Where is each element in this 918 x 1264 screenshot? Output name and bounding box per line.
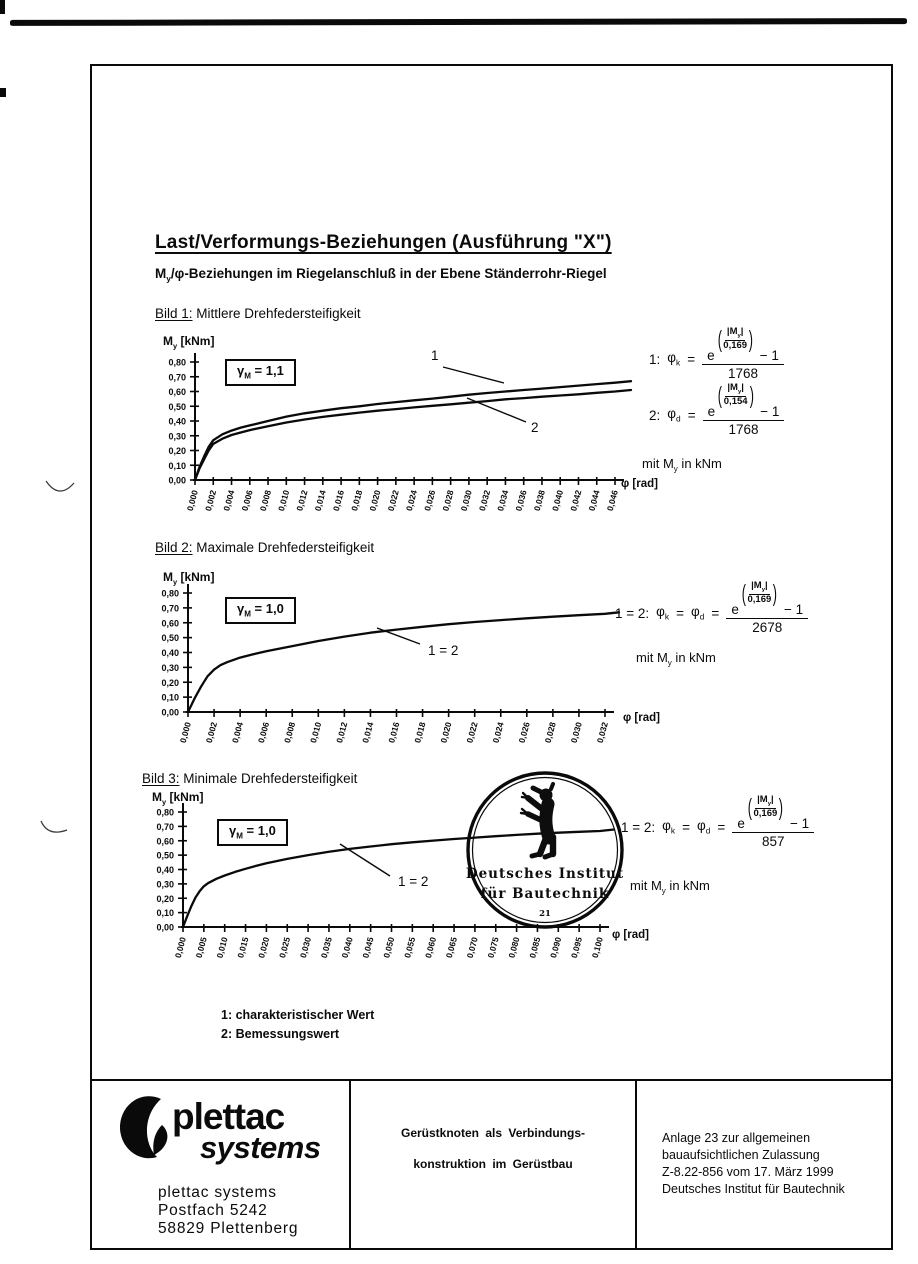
svg-text:0,095: 0,095 <box>568 935 585 960</box>
svg-text:0,00: 0,00 <box>168 475 186 486</box>
svg-text:0,60: 0,60 <box>168 387 186 397</box>
company-address: plettac systems Postfach 5242 58829 Plettenberg <box>158 1184 299 1237</box>
figure-1-caption: Bild 1: Mittlere Drehfedersteifigkeit <box>155 306 361 321</box>
svg-text:0,60: 0,60 <box>161 618 179 629</box>
svg-text:0,022: 0,022 <box>385 488 401 513</box>
svg-text:0,020: 0,020 <box>256 935 272 960</box>
mit-note: mit $M_y$ in kNm <box>642 456 722 474</box>
svg-text:0,40: 0,40 <box>168 416 186 427</box>
svg-text:0,042: 0,042 <box>568 488 584 513</box>
berlin-bear-icon <box>521 784 553 857</box>
gamma-m-box: $\gamma_M = 1,0$ <box>225 597 296 624</box>
stamp-line-2: für Bautechnik <box>480 886 610 902</box>
chart-bild-2 <box>140 568 675 770</box>
svg-text:0,50: 0,50 <box>161 633 179 644</box>
svg-text:0,008: 0,008 <box>282 720 298 745</box>
svg-text:0,005: 0,005 <box>193 935 209 960</box>
svg-text:0,014: 0,014 <box>360 720 376 745</box>
svg-text:2: 2 <box>531 420 539 435</box>
svg-text:0,038: 0,038 <box>531 488 547 513</box>
svg-text:0,100: 0,100 <box>589 935 605 960</box>
formula-phi-kd: 1 = 2: $\varphi_k$ = $\varphi_d$ = e ( $|M_y|$ 0,169 ) − 1 857 <box>621 806 814 849</box>
formula-phi-kd: 1 = 2: $\varphi_k$ = $\varphi_d$ = e ( $|M_y|$ 0,169 ) − 1 2678 <box>615 592 808 635</box>
svg-text:0,026: 0,026 <box>516 720 532 745</box>
stamp-deutsches-institut <box>462 768 632 938</box>
svg-text:0,034: 0,034 <box>495 488 511 513</box>
gamma-m-box: $\gamma_M = 1,1$ <box>225 359 296 386</box>
svg-text:0,80: 0,80 <box>168 357 186 368</box>
scan-edge-mark <box>0 0 5 14</box>
legend-line-2: 2: Bemessungswert <box>221 1027 340 1041</box>
svg-text:0,004: 0,004 <box>221 488 237 513</box>
figure-2-caption: Bild 2: Maximale Drehfedersteifigkeit <box>155 540 375 555</box>
scan-edge-mark <box>0 88 6 97</box>
svg-text:0,022: 0,022 <box>464 720 480 745</box>
x-axis-label: φ [rad] <box>621 478 658 490</box>
svg-text:1 = 2: 1 = 2 <box>428 643 459 658</box>
approval-reference: Anlage 23 zur allgemeinen bauaufsichtlichen Zulassung Z-8.22-856 vom 17. März 1999 Deutsches Institut für Bautechnik <box>662 1131 845 1196</box>
plettac-logo-icon <box>112 1094 176 1170</box>
svg-text:0,80: 0,80 <box>161 588 179 599</box>
svg-text:0,025: 0,025 <box>277 935 293 960</box>
svg-text:0,028: 0,028 <box>542 720 558 745</box>
svg-text:0,035: 0,035 <box>318 935 334 960</box>
svg-text:0,018: 0,018 <box>412 720 428 745</box>
brand-sub-name: systems <box>200 1130 321 1165</box>
svg-text:0,018: 0,018 <box>349 488 365 513</box>
footer-column-divider <box>635 1079 637 1248</box>
svg-text:0,10: 0,10 <box>161 692 179 703</box>
y-axis-label: $M_y$ [kNm] <box>163 570 215 587</box>
svg-text:0,040: 0,040 <box>549 488 566 513</box>
legend-line-1: 1: charakteristischer Wert <box>221 1008 375 1022</box>
curve-legend <box>221 1006 374 1044</box>
svg-text:0,028: 0,028 <box>440 488 456 513</box>
margin-mark <box>44 476 76 498</box>
svg-text:0,004: 0,004 <box>229 720 246 745</box>
svg-text:0,70: 0,70 <box>168 372 186 383</box>
svg-text:0,000: 0,000 <box>184 488 200 513</box>
y-axis-label: $M_y$ [kNm] <box>163 334 215 351</box>
svg-text:0,016: 0,016 <box>386 720 402 745</box>
svg-text:0,032: 0,032 <box>594 720 610 745</box>
x-axis-label: φ [rad] <box>612 929 649 941</box>
chart-bild-1 <box>140 333 675 531</box>
svg-text:0,50: 0,50 <box>156 850 174 861</box>
formula-phi-d: 2: $\varphi_d$ = e ( $|M_y|$ 0,154 ) − 1 1768 <box>649 394 784 437</box>
mit-note: mit $M_y$ in kNm <box>630 878 710 896</box>
page-title: Last/Verformungs-Beziehungen (Ausführung "X") <box>155 232 612 253</box>
svg-text:1: 1 <box>431 348 439 363</box>
svg-text:0,00: 0,00 <box>161 707 179 718</box>
svg-text:0,80: 0,80 <box>156 807 174 818</box>
mit-note: mit $M_y$ in kNm <box>636 650 716 668</box>
svg-text:0,036: 0,036 <box>513 488 529 513</box>
svg-text:0,015: 0,015 <box>235 935 251 960</box>
svg-text:0,010: 0,010 <box>308 720 324 745</box>
svg-text:0,030: 0,030 <box>568 720 584 745</box>
svg-text:0,002: 0,002 <box>203 720 219 745</box>
brand-name: plettac <box>172 1096 285 1137</box>
svg-text:0,030: 0,030 <box>297 935 314 960</box>
svg-text:0,006: 0,006 <box>239 488 255 513</box>
svg-text:0,030: 0,030 <box>458 488 474 513</box>
svg-text:0,40: 0,40 <box>161 648 179 658</box>
svg-text:0,046: 0,046 <box>604 488 620 513</box>
svg-text:0,30: 0,30 <box>168 431 186 442</box>
svg-text:0,010: 0,010 <box>214 935 230 960</box>
svg-text:0,060: 0,060 <box>422 935 439 960</box>
gamma-m-box: $\gamma_M = 1,0$ <box>217 819 288 846</box>
svg-text:0,010: 0,010 <box>276 488 292 513</box>
svg-text:0,045: 0,045 <box>360 935 376 960</box>
svg-text:0,050: 0,050 <box>381 935 397 960</box>
stamp-number: 21 <box>539 909 551 919</box>
svg-text:0,044: 0,044 <box>586 488 602 513</box>
svg-text:0,60: 0,60 <box>156 836 174 847</box>
svg-text:0,30: 0,30 <box>161 662 179 673</box>
page-subtitle: $M_y/\varphi$-Beziehungen im Riegelanschluß in der Ebene Ständerrohr-Riegel <box>155 266 607 284</box>
svg-text:0,30: 0,30 <box>156 879 174 890</box>
svg-text:0,016: 0,016 <box>330 488 347 513</box>
svg-text:0,026: 0,026 <box>422 488 438 513</box>
svg-text:0,070: 0,070 <box>464 935 480 960</box>
stamp-line-1: Deutsches Institut <box>465 866 625 882</box>
svg-text:0,012: 0,012 <box>294 488 310 513</box>
svg-text:0,000: 0,000 <box>177 720 193 745</box>
svg-text:0,002: 0,002 <box>203 488 219 513</box>
svg-text:0,080: 0,080 <box>506 935 522 960</box>
svg-text:0,006: 0,006 <box>255 720 272 745</box>
svg-text:0,024: 0,024 <box>490 720 506 745</box>
footer-divider <box>90 1079 891 1081</box>
svg-text:0,014: 0,014 <box>312 488 328 513</box>
svg-text:0,50: 0,50 <box>168 401 186 412</box>
figure-3-caption: Bild 3: Minimale Drehfedersteifigkeit <box>142 771 358 786</box>
svg-text:0,075: 0,075 <box>485 935 501 960</box>
svg-text:0,008: 0,008 <box>257 488 273 513</box>
svg-text:0,065: 0,065 <box>443 935 459 960</box>
svg-text:0,020: 0,020 <box>367 488 383 513</box>
margin-mark <box>38 817 70 839</box>
svg-text:0,10: 0,10 <box>168 460 186 471</box>
svg-text:0,012: 0,012 <box>334 720 350 745</box>
svg-text:0,10: 0,10 <box>156 908 174 919</box>
svg-text:0,085: 0,085 <box>527 935 543 960</box>
svg-text:0,70: 0,70 <box>156 821 174 832</box>
svg-text:0,032: 0,032 <box>476 488 493 513</box>
svg-text:0,20: 0,20 <box>168 446 186 456</box>
svg-text:0,00: 0,00 <box>156 922 174 933</box>
svg-text:0,040: 0,040 <box>339 935 355 960</box>
svg-text:0,20: 0,20 <box>156 893 174 904</box>
project-description: Gerüstknoten als Verbindungs- konstruktion im Gerüstbau <box>400 1126 586 1171</box>
svg-text:0,70: 0,70 <box>161 603 179 614</box>
scan-top-bar <box>10 18 907 26</box>
y-axis-label: $M_y$ [kNm] <box>152 790 204 807</box>
svg-text:0,000: 0,000 <box>172 935 188 960</box>
formula-phi-k: 1: $\varphi_k$ = e ( $|M_y|$ 0,169 ) − 1 1768 <box>649 338 784 381</box>
x-axis-label: φ [rad] <box>623 712 660 724</box>
svg-text:0,055: 0,055 <box>402 935 418 960</box>
svg-text:0,090: 0,090 <box>548 935 564 960</box>
svg-text:0,024: 0,024 <box>403 488 420 513</box>
svg-text:1 = 2: 1 = 2 <box>398 874 429 889</box>
svg-text:0,20: 0,20 <box>161 677 179 688</box>
svg-text:0,40: 0,40 <box>156 865 174 875</box>
svg-text:0,020: 0,020 <box>438 720 454 745</box>
